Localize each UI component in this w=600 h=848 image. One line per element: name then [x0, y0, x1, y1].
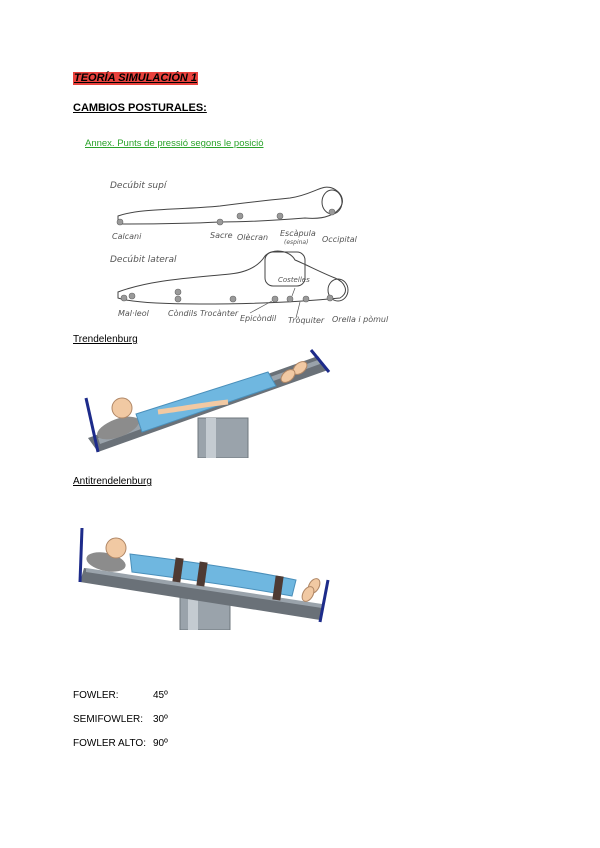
supine-label: Decúbit supí	[110, 181, 167, 191]
point-label: Orella i pòmul	[332, 315, 389, 324]
point-label: Escàpula	[280, 229, 316, 238]
lateral-label: Decúbit lateral	[110, 255, 177, 265]
point-label: Mal·leol	[118, 309, 149, 318]
point-label: (espina)	[284, 239, 309, 246]
point-label: Olècran	[237, 233, 269, 242]
point-label: Trocànter	[200, 309, 239, 318]
point-label: Sacre	[210, 231, 233, 240]
fowler-label: FOWLER:	[73, 690, 119, 701]
point-label: Costelles	[278, 276, 310, 284]
point-label: Còndils	[168, 309, 198, 318]
antitrendelenburg-illustration	[78, 510, 340, 630]
pressure-points-sketch	[100, 168, 400, 330]
semifowler-row	[73, 714, 168, 725]
section-heading: CAMBIOS POSTURALES:	[73, 102, 207, 114]
fowler-alto-value: 90º	[153, 738, 168, 749]
semifowler-label: SEMIFOWLER:	[73, 714, 144, 725]
fowler-alto-label: FOWLER ALTO:	[73, 738, 146, 749]
point-label: Epicòndil	[240, 314, 277, 323]
antitrendelenburg-heading: Antitrendelenburg	[73, 476, 152, 487]
fowler-value: 45º	[153, 690, 168, 701]
fowler-alto-row	[73, 738, 168, 749]
page-title: TEORÍA SIMULACIÓN 1	[74, 72, 198, 84]
trendelenburg-heading: Trendelenburg	[73, 334, 138, 345]
semifowler-value: 30º	[153, 714, 168, 725]
point-label: Calcani	[112, 232, 142, 241]
annex-link[interactable]: Annex. Punts de pressió segons le posició	[85, 138, 264, 149]
point-label: Occipital	[322, 235, 357, 244]
trendelenburg-illustration	[78, 346, 340, 458]
point-label: Tròquiter	[288, 316, 325, 325]
fowler-row	[73, 690, 168, 701]
